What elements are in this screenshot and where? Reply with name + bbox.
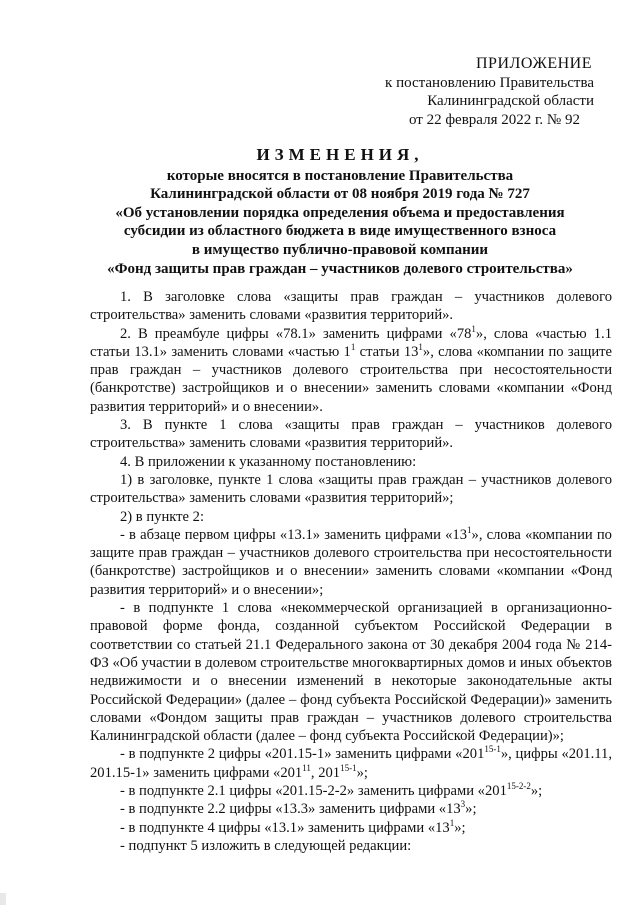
d6-part-a: - в подпункте 4 цифры «13.1» заменить цифрами «13 — [120, 819, 450, 836]
superscript: 15-1 — [484, 744, 501, 755]
title-main: ИЗМЕНЕНИЯ, — [256, 145, 424, 164]
paragraph-4-1: 1) в заголовке, пункте 1 слова «защиты прав граждан – участников долевого строительства» заменить словами «развития территорий»; — [90, 471, 612, 507]
dash-item-3 — [90, 745, 612, 782]
d4-part-a: - в подпункте 2.1 цифры «201.15-2-2» заменить цифрами «201 — [120, 783, 507, 800]
dash-item-2: - в подпункте 1 слова «некоммерческой организацией в организационно-правовой форме фонда, созданной субъектом Российской Федерации в соответствии со статьей 21.1 Федерального закона от 30 декабря 2004 года № 214-ФЗ «Об участии в долевом строительстве многоквартирных домов и иных объектов недвижимости и о внесении изменений в некоторые законодательные акты Российской Федерации» (далее – фонд субъекта Российской Федерации)» заменить словами «Фондом защиты прав граждан – участников долевого строительства Калининградской области (далее – фонд субъекта Российской Федерации)»; — [90, 600, 612, 745]
scan-edge-mark — [0, 893, 6, 905]
d5-part-a: - в подпункте 2.2 цифры «13.3» заменить цифрами «13 — [120, 801, 461, 818]
paragraph-4: 4. В приложении к указанному постановлению: — [120, 453, 417, 470]
superscript: 1 — [449, 817, 455, 828]
title-line-4: субсидии из областного бюджета в виде имущественного взноса — [123, 223, 557, 240]
title-line-1: которые вносятся в постановление Правительства — [166, 167, 514, 184]
superscript: 1 — [471, 323, 476, 334]
superscript: 1 — [350, 342, 356, 353]
document-title — [80, 146, 600, 278]
p2-part-a: 2. В преамбуле цифры «78.1» заменить цифрами «78 — [120, 325, 472, 342]
superscript: 11 — [302, 762, 311, 773]
paragraph-1: 1. В заголовке слова «защиты прав граждан – участников долевого строительства» заменить словами «развития территорий». — [90, 289, 612, 324]
d3-part-d: »; — [356, 764, 368, 781]
d6-part-b: »; — [454, 819, 466, 836]
d1-part-a: - в абзаце первом цифры «13.1» заменить цифрами «13 — [120, 526, 468, 543]
superscript: 1 — [467, 525, 472, 535]
appendix-line-2: Калининградской области — [427, 93, 594, 109]
p2-part-c: статьи 13 — [355, 343, 419, 360]
title-line-5: в имущество публично-правовой компании — [191, 241, 489, 258]
appendix-line-1: к постановлению Правительства — [385, 74, 594, 91]
title-line-6: «Фонд защиты прав граждан – участников долевого строительства» — [107, 260, 573, 277]
d3-part-c: , 201 — [310, 764, 341, 781]
dash-item-1 — [90, 526, 612, 599]
p2-part-d: », слова «компании по защите прав граждан – участников долевого строительства при несостоятельности (банкротстве) застройщиков и о внесении» заменить словами «компании «Фонд развития территорий» и о внесении». — [90, 343, 613, 415]
d3-part-a: - в подпункте 2 цифры «201.15-1» заменить цифрами «201 — [120, 746, 485, 763]
document-body — [90, 288, 612, 855]
superscript: 15-1 — [340, 762, 357, 773]
appendix-heading: ПРИЛОЖЕНИЕ — [475, 55, 592, 72]
appendix-date: от 22 февраля 2022 г. № 92 — [408, 111, 580, 128]
title-line-2: Калининградской области от 08 ноября 2019 года № 727 — [150, 186, 530, 203]
title-line-3: «Об установлении порядка определения объема и предоставления — [115, 204, 565, 221]
appendix-header — [364, 55, 594, 129]
dash-item-7: - подпункт 5 изложить в следующей редакции: — [120, 837, 412, 854]
superscript: 15-2-2 — [506, 781, 531, 792]
paragraph-4-2: 2) в пункте 2: — [120, 508, 205, 525]
p2-part-b: », слова «частью 1.1 статьи 13.1» заменить словами «частью 1 — [90, 325, 612, 360]
paragraph-2 — [90, 325, 612, 416]
dash-item-6 — [90, 819, 612, 837]
superscript: 3 — [460, 799, 466, 810]
d5-part-b: »; — [465, 801, 477, 818]
superscript: 1 — [418, 342, 423, 353]
d1-part-b: », слова «компании по защите прав граждан – участников долевого строительства при несостоятельности (банкротстве) застройщиков и о внесении» заменить словами «компании «Фонд развития территорий» и о внесении»; — [90, 526, 612, 598]
dash-item-4 — [90, 782, 612, 800]
d4-part-b: »; — [530, 783, 543, 800]
paragraph-3: 3. В пункте 1 слова «защиты прав граждан – участников долевого строительства» заменить словами «развития территорий». — [90, 417, 612, 452]
d3-part-b: », цифры «201.11, 201.15-1» заменить цифрами «201 — [90, 746, 612, 781]
dash-item-5 — [90, 800, 612, 818]
